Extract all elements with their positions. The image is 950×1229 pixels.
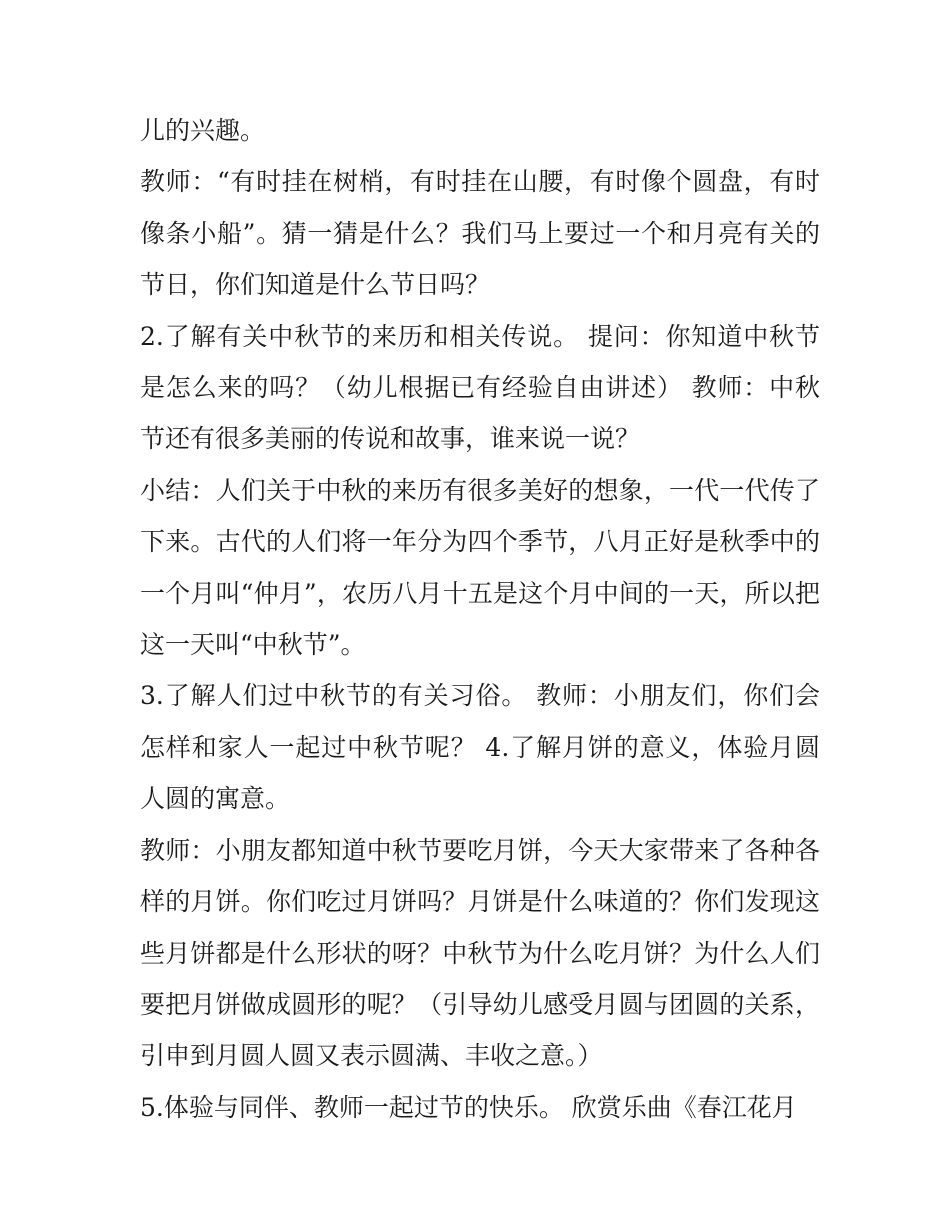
paragraph-1: 儿的兴趣。: [140, 116, 266, 145]
paragraph-2: 教师：“有时挂在树梢，有时挂在山腰，有时像个圆盘，有时像条小船”。猜一猜是什么？我们马上要过一个和月亮有关的节日，你们知道是什么节日吗？: [140, 167, 820, 300]
paragraph-4: 小结：人们关于中秋的来历有很多美好的想象，一代一代传了下来。古代的人们将一年分为四个季节，八月正好是秋季中的一个月叫“仲月”，农历八月十五是这个月中间的一天，所以把这一天叫“中秋节”。: [140, 475, 820, 660]
paragraph-7: 5.体验与同伴、教师一起过节的快乐。 欣赏乐曲《春江花月: [140, 1092, 797, 1122]
document-body: [140, 105, 820, 1133]
paragraph-3: 2.了解有关中秋节的来历和相关传说。 提问：你知道中秋节是怎么来的吗？（幼儿根据已有经验自由讲述） 教师：中秋节还有很多美丽的传说和故事，谁来说一说？: [140, 321, 820, 454]
paragraph-6: 教师：小朋友都知道中秋节要吃月饼，今天大家带来了各种各样的月饼。你们吃过月饼吗？月饼是什么味道的？你们发现这些月饼都是什么形状的呀？中秋节为什么吃月饼？为什么人们要把月饼做成圆形的呢？（引导幼儿感受月圆与团圆的关系，引申到月圆人圆又表示圆满、丰收之意。）: [140, 835, 820, 1071]
paragraph-5: 3.了解人们过中秋节的有关习俗。 教师：小朋友们，你们会怎样和家人一起过中秋节呢？ 4.了解月饼的意义，体验月圆人圆的寓意。: [140, 681, 820, 814]
